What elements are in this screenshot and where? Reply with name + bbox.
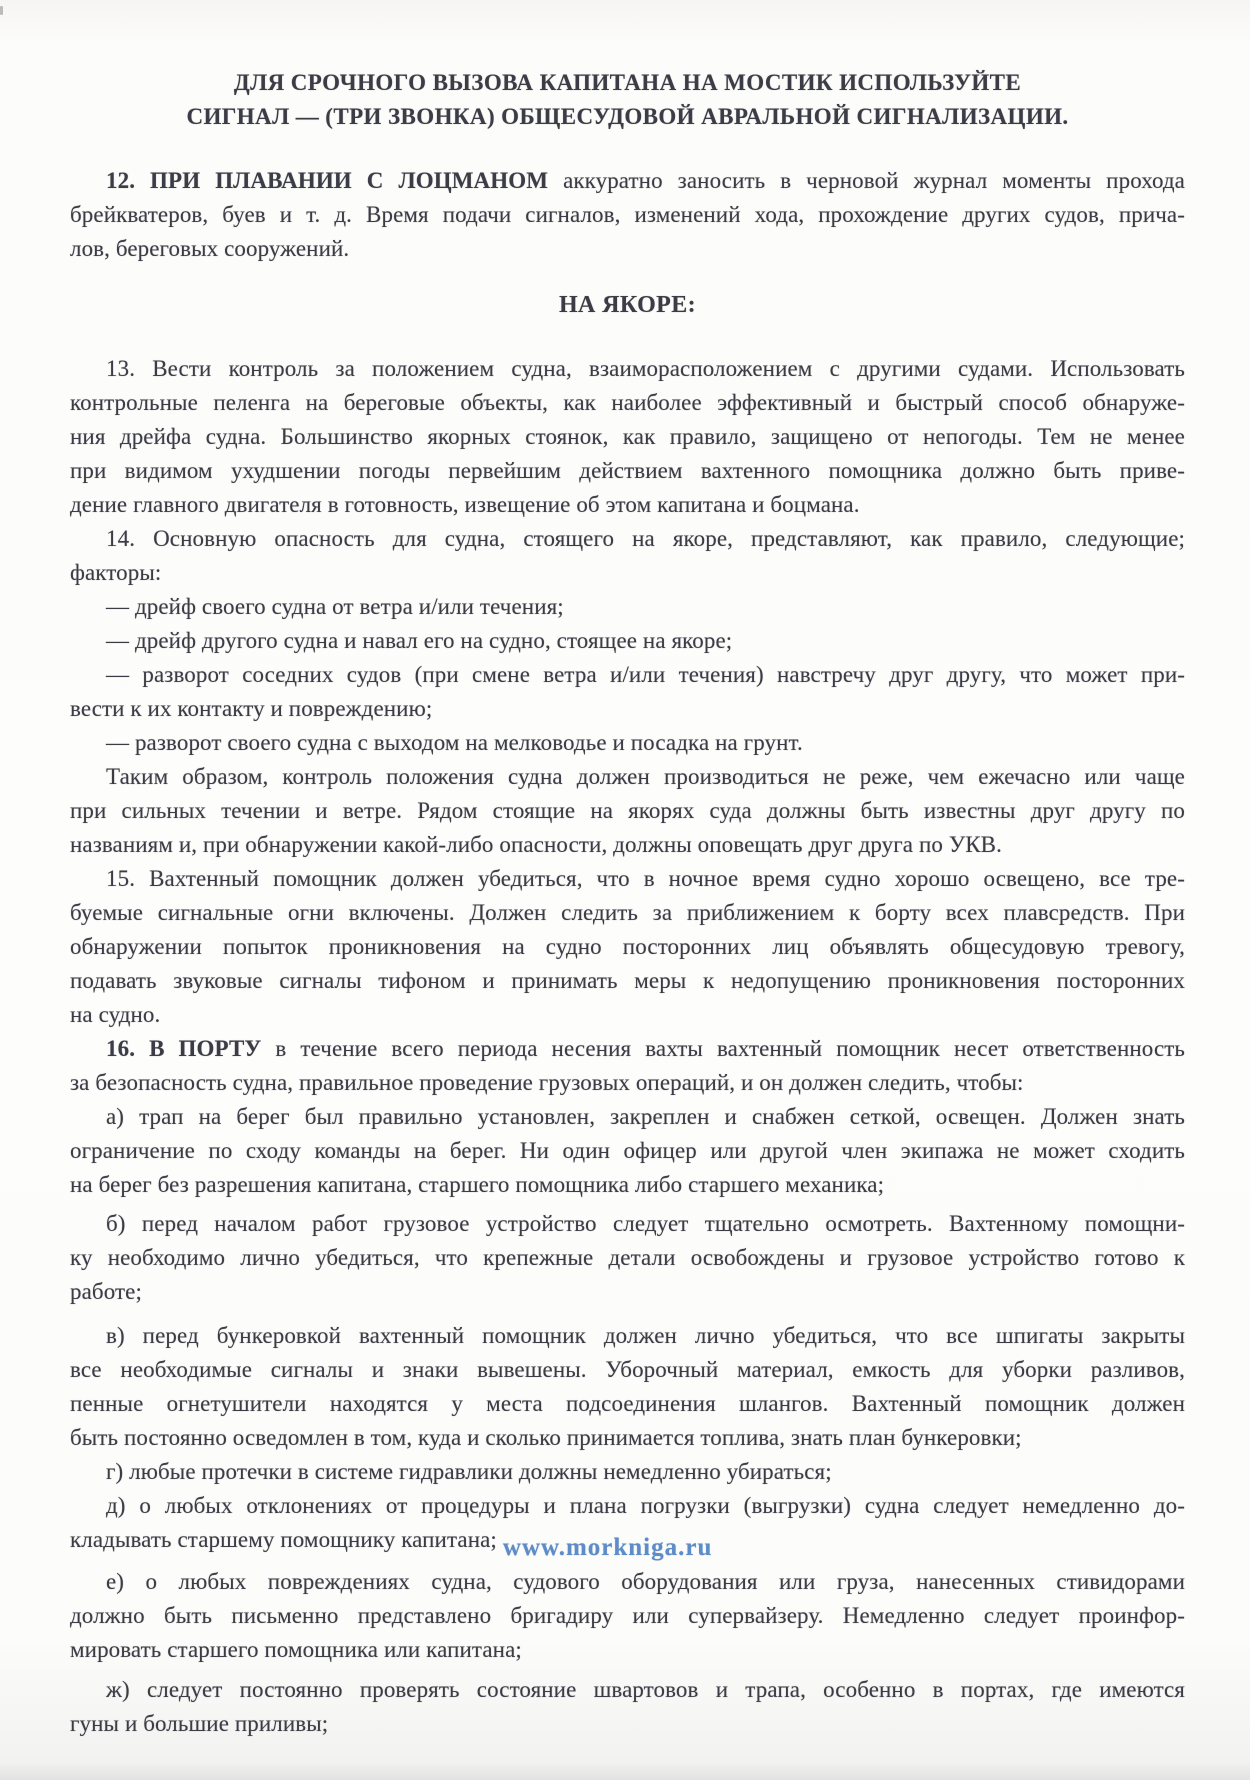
body-text: все необходимые сигналы и знаки вывешены. Уборочный материал, емкость для уборки разливов, [70, 1357, 1185, 1382]
body-text: — дрейф своего судна от ветра и/или течения; [106, 594, 564, 619]
notice-title [70, 66, 1185, 134]
para-13-line [70, 488, 1185, 522]
bullet-turn-neighbors-line [70, 692, 1185, 726]
body-text: на судно. [70, 1002, 161, 1027]
para-16 [70, 1032, 1185, 1100]
item-v-line [70, 1319, 1185, 1353]
item-d [70, 1489, 1185, 1561]
item-a-line [70, 1100, 1185, 1134]
item-e-line [70, 1633, 1185, 1667]
bullet-turn-own [70, 726, 1185, 760]
body-text: гуны и большие приливы; [70, 1711, 329, 1736]
item-v-line [70, 1387, 1185, 1421]
body-text: мировать старшего помощника или капитана; [70, 1637, 522, 1662]
item-v [70, 1319, 1185, 1455]
body-text: дение главного двигателя в готовность, извещение об этом капитана и боцмана. [70, 492, 860, 517]
body-text: — разворот своего судна с выходом на мелководье и посадка на грунт. [106, 730, 803, 755]
bullet-turn-neighbors-line [70, 658, 1185, 692]
para-takim-obrazom-line [70, 828, 1185, 862]
bullet-drift-own [70, 590, 1185, 624]
scan-artifact [0, 6, 3, 15]
bullet-drift-other-line [70, 624, 1185, 658]
body-text: быть постоянно осведомлен в том, куда и сколько принимается топлива, знать план бункеровки; [70, 1425, 1022, 1450]
para-15-line [70, 930, 1185, 964]
para-13-line [70, 454, 1185, 488]
body-text: ку необходимо лично убедиться, что крепежные детали освобождены и грузовое устройство готово к [70, 1245, 1185, 1270]
item-zh [70, 1673, 1185, 1741]
body-text: г) любые протечки в системе гидравлики должны немедленно убираться; [106, 1459, 832, 1484]
body-text: обнаружении попыток проникновения на судно посторонних лиц объявлять общесудовую тревогу, [70, 934, 1185, 959]
item-e-line [70, 1599, 1185, 1633]
body-text: 15. Вахтенный помощник должен убедиться, что в ночное время судно хорошо освещено, все тре- [106, 866, 1185, 891]
body-text: 13. Вести контроль за положением судна, взаиморасположением с другими судами. Использовать [106, 356, 1185, 381]
body-text: кладывать старшему помощнику капитана; [70, 1527, 497, 1552]
body-text: подавать звуковые сигналы тифоном и принимать меры к недопущению проникновения посторонних [70, 968, 1185, 993]
para-takim-obrazom-line [70, 760, 1185, 794]
para-15 [70, 862, 1185, 1032]
body-text: работе; [70, 1279, 142, 1304]
item-e [70, 1565, 1185, 1667]
body-text: названиям и, при обнаружении какой-либо опасности, должны оповещать друг друга по УКВ. [70, 832, 1002, 857]
para-12-line [70, 164, 1185, 198]
bullet-turn-neighbors [70, 658, 1185, 726]
body-text: СИГНАЛ — (ТРИ ЗВОНКА) ОБЩЕСУДОВОЙ АВРАЛЬНОЙ СИГНАЛИЗАЦИИ. [186, 104, 1069, 129]
body-text: вести к их контакту и повреждению; [70, 696, 433, 721]
para-12-line [70, 232, 1185, 266]
para-16-line [70, 1032, 1185, 1066]
para-12 [70, 164, 1185, 266]
body-text: е) о любых повреждениях судна, судового оборудования или груза, нанесенных стивидорами [106, 1569, 1185, 1594]
item-d-line [70, 1523, 1185, 1561]
body-text: в течение всего периода несения вахты вахтенный помощник несет ответственность [261, 1036, 1185, 1061]
body-text: 14. Основную опасность для судна, стоящего на якоре, представляют, как правило, следующие; [106, 526, 1185, 551]
item-v-line [70, 1353, 1185, 1387]
para-15-line [70, 862, 1185, 896]
para-14 [70, 522, 1185, 590]
item-a-line [70, 1168, 1185, 1202]
para-13-line [70, 420, 1185, 454]
para-13-line [70, 386, 1185, 420]
item-b-line [70, 1207, 1185, 1241]
body-text: факторы: [70, 560, 162, 585]
heading-na-yakore [70, 288, 1185, 322]
para-12-line [70, 198, 1185, 232]
body-text: — дрейф другого судна и навал его на судно, стоящее на якоре; [106, 628, 733, 653]
body-text: ДЛЯ СРОЧНОГО ВЫЗОВА КАПИТАНА НА МОСТИК ИСПОЛЬЗУЙТЕ [233, 70, 1022, 95]
item-b [70, 1207, 1185, 1309]
heading-na-yakore-line [70, 288, 1185, 322]
body-text: аккуратно заносить в черновой журнал моменты прохода [548, 168, 1185, 193]
page-content [70, 66, 1185, 1741]
item-b-line [70, 1241, 1185, 1275]
para-14-line [70, 522, 1185, 556]
body-text: в) перед бункеровкой вахтенный помощник должен лично убедиться, что все шпигаты закрыты [106, 1323, 1185, 1348]
item-b-line [70, 1275, 1185, 1309]
para-15-line [70, 964, 1185, 998]
body-text: лов, береговых сооружений. [70, 236, 350, 261]
bold-lead-text: 12. ПРИ ПЛАВАНИИ С ЛОЦМАНОМ [106, 168, 549, 193]
para-16-line [70, 1066, 1185, 1100]
body-text: на берег без разрешения капитана, старшего помощника либо старшего механика; [70, 1172, 885, 1197]
item-g [70, 1455, 1185, 1489]
item-zh-line [70, 1707, 1185, 1741]
body-text: а) трап на берег был правильно установлен, закреплен и снабжен сеткой, освещен. Должен знать [106, 1104, 1185, 1129]
body-text: ния дрейфа судна. Большинство якорных стоянок, как правило, защищено от непогоды. Тем не менее [70, 424, 1185, 449]
bullet-drift-own-line [70, 590, 1185, 624]
bold-lead-text: 16. В ПОРТУ [106, 1036, 262, 1061]
body-text: — разворот соседних судов (при смене ветра и/или течения) навстречу друг другу, что может при- [106, 662, 1185, 687]
notice-title-line [70, 66, 1185, 100]
para-takim-obrazom [70, 760, 1185, 862]
body-text: при видимом ухудшении погоды первейшим действием вахтенного помощника должно быть приве- [70, 458, 1185, 483]
para-takim-obrazom-line [70, 794, 1185, 828]
body-text: Таким образом, контроль положения судна должен производиться не реже, чем ежечасно или чаще [106, 764, 1185, 789]
para-15-line [70, 998, 1185, 1032]
body-text: должно быть письменно представлено бригадиру или супервайзеру. Немедленно следует проинфор- [70, 1603, 1185, 1628]
item-a [70, 1100, 1185, 1202]
body-text: пенные огнетушители находятся у места подсоединения шлангов. Вахтенный помощник должен [70, 1391, 1185, 1416]
body-text: д) о любых отклонениях от процедуры и плана погрузки (выгрузки) судна следует немедленно до- [106, 1493, 1185, 1518]
item-a-line [70, 1134, 1185, 1168]
body-text: буемые сигнальные огни включены. Должен следить за приближением к борту всех плавсредств. При [70, 900, 1185, 925]
para-14-line [70, 556, 1185, 590]
para-13-line [70, 352, 1185, 386]
body-text: за безопасность судна, правильное проведение грузовых операций, и он должен следить, чтобы: [70, 1070, 1024, 1095]
para-13 [70, 352, 1185, 522]
body-text: ограничение по сходу команды на берег. Ни один офицер или другой член экипажа не может сходить [70, 1138, 1185, 1163]
item-zh-line [70, 1673, 1185, 1707]
watermark-text: www.morkniga.ru [502, 1534, 713, 1561]
body-text: НА ЯКОРЕ: [558, 292, 697, 318]
item-v-line [70, 1421, 1185, 1455]
para-15-line [70, 896, 1185, 930]
item-g-line [70, 1455, 1185, 1489]
body-text: ж) следует постоянно проверять состояние швартовов и трапа, особенно в портах, где имеются [106, 1677, 1185, 1702]
body-text: брейкватеров, буев и т. д. Время подачи сигналов, изменений хода, прохождение других судов, прича- [70, 202, 1185, 227]
item-e-line [70, 1565, 1185, 1599]
body-text: б) перед началом работ грузовое устройство следует тщательно осмотреть. Вахтенному помощни- [106, 1211, 1185, 1236]
item-d-line [70, 1489, 1185, 1523]
bullet-turn-own-line [70, 726, 1185, 760]
body-text: контрольные пеленга на береговые объекты, как наиболее эффективный и быстрый способ обнаруже- [70, 390, 1185, 415]
notice-title-line [70, 100, 1185, 134]
bullet-drift-other [70, 624, 1185, 658]
body-text: при сильных течении и ветре. Рядом стоящие на якорях суда должны быть известны друг другу по [70, 798, 1185, 823]
